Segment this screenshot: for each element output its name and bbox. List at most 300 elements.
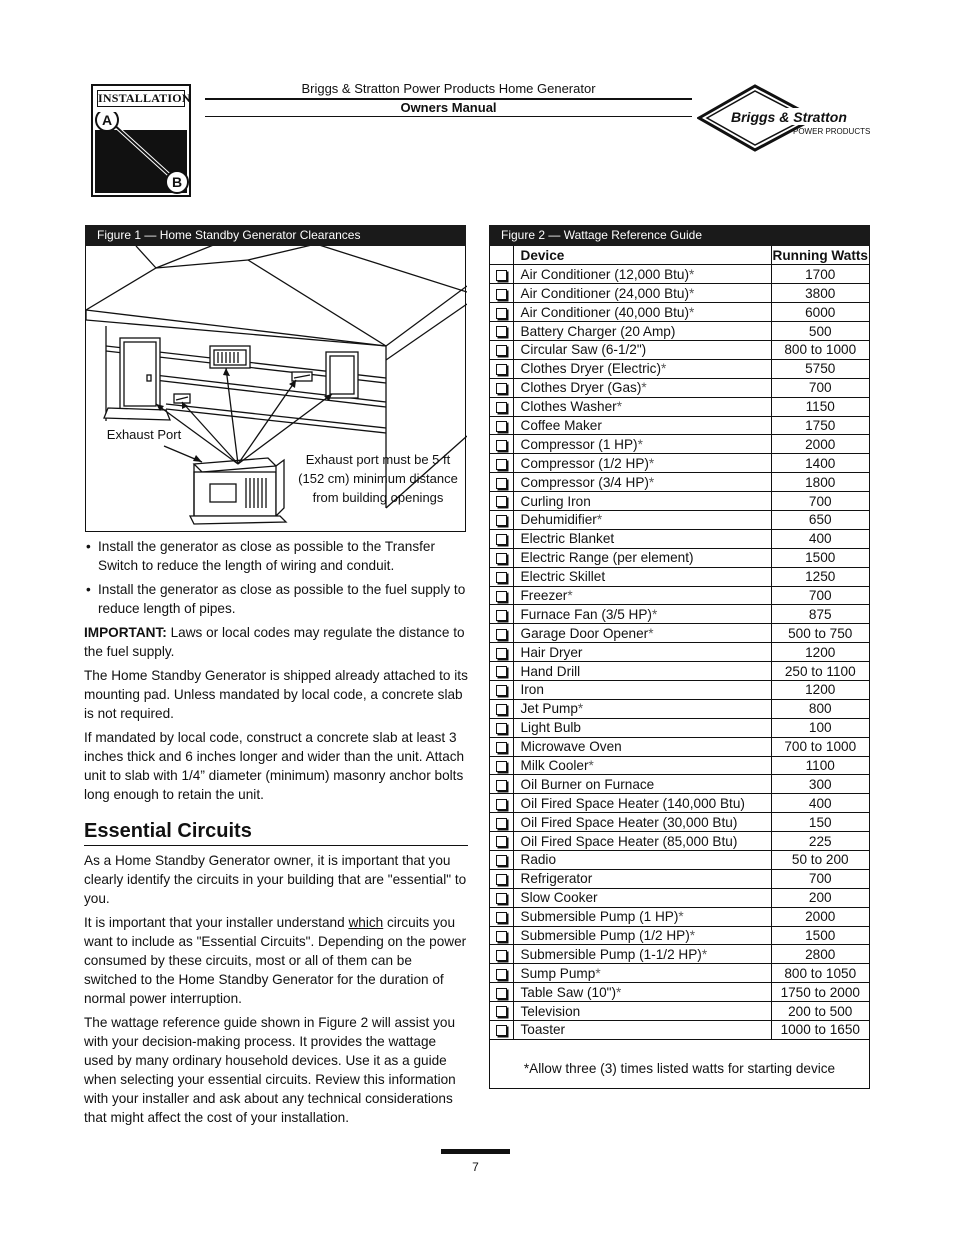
page-number: 7 [472, 1160, 479, 1174]
figure2-caption: Figure 2 — Wattage Reference Guide [489, 225, 870, 246]
device-cell [513, 586, 771, 605]
running-watts-cell: 1100 [771, 756, 869, 775]
important-text: Laws or local codes may regulate the distance to the fuel supply. [84, 625, 465, 659]
checkbox-icon[interactable] [496, 648, 507, 659]
document-title: Briggs & Stratton Power Products Home Generator [301, 81, 596, 96]
table-row [490, 907, 869, 926]
row-checkbox-cell [490, 775, 513, 794]
running-watts-cell: 700 [771, 492, 869, 511]
table-row [490, 416, 869, 435]
row-checkbox-cell [490, 378, 513, 397]
checkbox-icon[interactable] [496, 969, 507, 980]
checkbox-icon[interactable] [496, 988, 507, 999]
table-row [490, 888, 869, 907]
table-row [490, 303, 869, 322]
device-name: Light Bulb [520, 720, 581, 736]
device-name: Oil Fired Space Heater (30,000 Btu) [520, 814, 738, 830]
checkbox-icon[interactable] [496, 931, 507, 942]
running-watts-cell: 500 to 750 [771, 624, 869, 643]
table-row [490, 605, 869, 624]
checkbox-icon[interactable] [496, 629, 507, 640]
row-checkbox-cell [490, 718, 513, 737]
device-cell [513, 416, 771, 435]
device-cell [513, 340, 771, 359]
device-cell [513, 435, 771, 454]
device-name: Sump Pump [520, 965, 596, 981]
table-row [490, 737, 869, 756]
row-checkbox-cell [490, 605, 513, 624]
checkbox-icon[interactable] [496, 799, 507, 810]
left-column-text [84, 537, 468, 1132]
device-name: Submersible Pump (1/2 HP) [520, 928, 690, 943]
table-row [490, 964, 869, 983]
row-checkbox-cell [490, 813, 513, 832]
checkbox-icon[interactable] [496, 326, 507, 337]
running-watts-cell: 400 [771, 794, 869, 813]
checkbox-icon[interactable] [496, 364, 507, 375]
table-row [490, 983, 869, 1002]
table-row [490, 435, 869, 454]
table-row [490, 586, 869, 605]
table-row [490, 775, 869, 794]
device-name: Radio [520, 852, 557, 868]
row-checkbox-cell [490, 586, 513, 605]
row-checkbox-cell [490, 964, 513, 983]
row-checkbox-cell [490, 492, 513, 511]
table-row [490, 359, 869, 378]
device-name: Clothes Dryer (Gas) [520, 380, 642, 396]
running-watts-cell: 1200 [771, 680, 869, 699]
device-name: Air Conditioner (12,000 Btu) [520, 266, 690, 282]
checkbox-icon[interactable] [496, 855, 507, 866]
device-name: Toaster [520, 1022, 566, 1038]
row-checkbox-cell [490, 473, 513, 492]
device-name: Refrigerator [520, 871, 593, 887]
device-name: Hand Drill [520, 663, 581, 679]
device-name: Table Saw (10") [520, 984, 616, 1000]
checkbox-icon[interactable] [496, 742, 507, 753]
checkbox-icon[interactable] [496, 289, 507, 300]
row-checkbox-cell [490, 756, 513, 775]
row-checkbox-cell [490, 303, 513, 322]
device-name: Battery Charger (20 Amp) [520, 323, 676, 339]
table-row [490, 378, 869, 397]
table-row [490, 322, 869, 341]
device-cell [513, 775, 771, 794]
device-cell [513, 699, 771, 718]
table-row [490, 397, 869, 416]
device-cell [513, 945, 771, 964]
page-number-bar [441, 1149, 510, 1154]
device-cell [513, 624, 771, 643]
device-cell [513, 964, 771, 983]
device-name: Air Conditioner (40,000 Btu) [520, 304, 690, 320]
running-watts-cell: 50 to 200 [771, 851, 869, 870]
running-watts-cell: 150 [771, 813, 869, 832]
starting-load-marker: * [641, 380, 647, 396]
row-checkbox-cell [490, 983, 513, 1002]
paragraph-concrete-slab: If mandated by local code, construct a concrete slab at least 3 inches thick and 6 inches longer and wider than the unit. Attach unit to slab with 1/4” diameter (minimum) masonry anchor bolts long enough to retain the unit. [84, 730, 465, 802]
table-row [490, 851, 869, 870]
row-checkbox-cell [490, 851, 513, 870]
running-watts-cell: 250 to 1100 [771, 662, 869, 681]
row-checkbox-cell [490, 529, 513, 548]
running-watts-cell: 1700 [771, 265, 869, 284]
checkbox-icon[interactable] [496, 818, 507, 829]
device-cell [513, 907, 771, 926]
starting-load-marker: * [588, 757, 594, 773]
checkbox-icon[interactable] [496, 723, 507, 734]
starting-load-marker: * [648, 455, 655, 471]
checkbox-icon[interactable] [496, 459, 507, 470]
device-cell [513, 454, 771, 473]
row-checkbox-cell [490, 567, 513, 586]
device-name: Hair Dryer [520, 644, 583, 660]
device-cell [513, 548, 771, 567]
device-name: Microwave Oven [520, 739, 622, 755]
table-row [490, 548, 869, 567]
checkbox-icon[interactable] [496, 874, 507, 885]
running-watts-cell: 500 [771, 322, 869, 341]
device-cell [513, 926, 771, 945]
device-cell [513, 851, 771, 870]
checkbox-icon[interactable] [496, 534, 507, 545]
installation-label: INSTALLATION [98, 91, 191, 105]
table-row [490, 492, 869, 511]
starting-load-marker: * [689, 285, 695, 301]
device-cell [513, 322, 771, 341]
document-subtitle: Owners Manual [400, 100, 497, 115]
table-row [490, 662, 869, 681]
paragraph-essential-intro: As a Home Standby Generator owner, it is important that you clearly identify the circuits in your building that are "essential" to you. [84, 853, 467, 906]
row-checkbox-cell [490, 945, 513, 964]
checkbox-icon[interactable] [496, 421, 507, 432]
row-checkbox-cell [490, 435, 513, 454]
starting-load-marker: * [648, 625, 654, 641]
wattage-table [490, 246, 869, 1040]
device-cell [513, 662, 771, 681]
table-row [490, 265, 869, 284]
running-watts-cell: 2000 [771, 907, 869, 926]
device-name: Curling Iron [520, 493, 591, 509]
running-watts-cell: 1750 [771, 416, 869, 435]
table-row [490, 643, 869, 662]
checkbox-icon[interactable] [496, 780, 507, 791]
running-watts-cell: 1800 [771, 473, 869, 492]
device-cell [513, 680, 771, 699]
checkbox-icon[interactable] [496, 1025, 507, 1036]
checkbox-icon[interactable] [496, 440, 507, 451]
starting-load-marker: * [595, 965, 601, 981]
starting-load-marker: * [651, 606, 658, 622]
checkbox-icon[interactable] [496, 836, 507, 847]
starting-load-marker: * [616, 399, 622, 415]
running-watts-cell: 1750 to 2000 [771, 983, 869, 1002]
checkbox-icon[interactable] [496, 515, 507, 526]
checkbox-icon[interactable] [496, 761, 507, 772]
checkbox-icon[interactable] [496, 685, 507, 696]
device-cell [513, 756, 771, 775]
device-name: Iron [520, 682, 544, 698]
table-row [490, 1002, 869, 1021]
device-cell [513, 832, 771, 851]
a-to-b-icon [93, 112, 189, 195]
device-cell [513, 643, 771, 662]
running-watts-cell: 1000 to 1650 [771, 1021, 869, 1040]
running-watts-cell: 225 [771, 832, 869, 851]
device-cell [513, 1002, 771, 1021]
running-watts-cell: 875 [771, 605, 869, 624]
row-checkbox-cell [490, 397, 513, 416]
device-cell [513, 794, 771, 813]
important-note [84, 623, 468, 661]
checkbox-icon[interactable] [496, 308, 507, 319]
row-checkbox-cell [490, 340, 513, 359]
table-row [490, 926, 869, 945]
starting-load-marker: * [637, 436, 643, 452]
device-name: Electric Range (per element) [520, 550, 694, 566]
starting-load-marker: * [689, 304, 695, 320]
device-cell [513, 510, 771, 529]
device-name: Freezer [520, 587, 568, 603]
device-cell [513, 983, 771, 1002]
running-watts-cell: 650 [771, 510, 869, 529]
row-checkbox-cell [490, 284, 513, 303]
device-name: Milk Cooler [520, 757, 589, 773]
exhaust-port-label: Exhaust Port [106, 427, 182, 442]
running-watts-cell: 1500 [771, 548, 869, 567]
table-row [490, 567, 869, 586]
bullet-fuel-supply: • Install the generator as close as possible to the fuel supply to reduce length of pipes. [84, 580, 468, 618]
row-checkbox-cell [490, 548, 513, 567]
running-watts-cell: 300 [771, 775, 869, 794]
figure1-caption: Figure 1 — Home Standby Generator Clearances [85, 225, 466, 246]
row-checkbox-cell [490, 322, 513, 341]
device-name: Compressor (3/4 HP) [520, 474, 649, 490]
checkbox-icon[interactable] [496, 553, 507, 564]
table-row [490, 473, 869, 492]
wattage-reference-table [489, 246, 870, 1089]
checkbox-icon[interactable] [496, 610, 507, 621]
starting-watts-footnote: *Allow three (3) times listed watts for starting device [523, 1061, 836, 1076]
running-watts-cell: 6000 [771, 303, 869, 322]
table-row [490, 624, 869, 643]
table-row [490, 529, 869, 548]
table-row [490, 340, 869, 359]
row-checkbox-cell [490, 737, 513, 756]
installation-badge [91, 84, 191, 197]
header-device: Device [513, 246, 771, 265]
header-rule-bottom [205, 116, 692, 117]
table-row [490, 869, 869, 888]
device-name: Coffee Maker [520, 417, 602, 433]
starting-load-marker: * [648, 474, 655, 490]
running-watts-cell: 400 [771, 529, 869, 548]
checkbox-icon[interactable] [496, 893, 507, 904]
row-checkbox-cell [490, 832, 513, 851]
running-watts-cell: 200 [771, 888, 869, 907]
running-watts-cell: 1400 [771, 454, 869, 473]
table-row [490, 945, 869, 964]
device-cell [513, 265, 771, 284]
checkbox-icon[interactable] [496, 1006, 507, 1017]
clearance-note: Exhaust port must be 5 ft (152 cm) minimum distance from building openings [298, 452, 458, 505]
device-name: Garage Door Opener [520, 625, 649, 641]
running-watts-cell: 2800 [771, 945, 869, 964]
device-name: Circular Saw (6-1/2") [520, 342, 647, 358]
device-name: Compressor (1/2 HP) [520, 455, 649, 471]
running-watts-cell: 100 [771, 718, 869, 737]
table-row [490, 699, 869, 718]
table-row [490, 756, 869, 775]
device-cell [513, 303, 771, 322]
briggs-stratton-logo [697, 84, 872, 152]
running-watts-cell: 1200 [771, 643, 869, 662]
running-watts-cell: 1250 [771, 567, 869, 586]
row-checkbox-cell [490, 926, 513, 945]
starting-load-marker: * [689, 266, 695, 282]
device-cell [513, 359, 771, 378]
device-cell [513, 1021, 771, 1040]
device-name: Furnace Fan (3/5 HP) [520, 606, 652, 622]
device-cell [513, 378, 771, 397]
starting-load-marker: * [689, 928, 696, 943]
running-watts-cell: 1500 [771, 926, 869, 945]
running-watts-cell: 2000 [771, 435, 869, 454]
table-row [490, 510, 869, 529]
row-checkbox-cell [490, 359, 513, 378]
row-checkbox-cell [490, 510, 513, 529]
checkbox-icon[interactable] [496, 666, 507, 677]
para4-post: circuits you want to include as "Essential Circuits". Depending on the power consumed by these circuits, most or all of them can be switched to the Home Standby Generator for the duration of normal power interruption. [84, 915, 467, 1006]
checkbox-icon[interactable] [496, 950, 507, 961]
device-name: Electric Skillet [520, 569, 606, 585]
row-checkbox-cell [490, 1002, 513, 1021]
para4-underlined: which [348, 915, 384, 930]
section-heading-essential-circuits: Essential Circuits [84, 818, 468, 846]
row-checkbox-cell [490, 643, 513, 662]
running-watts-cell: 1150 [771, 397, 869, 416]
device-name: Slow Cooker [520, 890, 598, 906]
starting-load-marker: * [616, 984, 622, 1000]
checkbox-icon[interactable] [496, 383, 507, 394]
device-name: Oil Fired Space Heater (85,000 Btu) [520, 833, 738, 849]
running-watts-cell: 700 [771, 586, 869, 605]
table-header-row [490, 246, 869, 265]
checkbox-icon[interactable] [496, 496, 507, 507]
device-name: Oil Fired Space Heater (140,000 Btu) [520, 795, 745, 811]
paragraph-wattage-guide: The wattage reference guide shown in Figure 2 will assist you with your decision-making process. It provides the wattage used by many ordinary household devices. Use it as a guide when selecting your essential circuits. Review this information with your installer and ask about any technical considerations that might affect the cost of your installation. [84, 1015, 456, 1125]
logo-brand-text: Briggs & Stratton [731, 109, 847, 125]
row-checkbox-cell [490, 1021, 513, 1040]
running-watts-cell: 3800 [771, 284, 869, 303]
device-cell [513, 567, 771, 586]
starting-load-marker: * [701, 946, 708, 962]
device-cell [513, 529, 771, 548]
row-checkbox-cell [490, 662, 513, 681]
checkbox-icon[interactable] [496, 572, 507, 583]
row-checkbox-cell [490, 794, 513, 813]
checkbox-icon[interactable] [496, 345, 507, 356]
starting-load-marker: * [678, 909, 684, 925]
running-watts-cell: 200 to 500 [771, 1002, 869, 1021]
checkbox-icon[interactable] [496, 591, 507, 602]
device-cell [513, 718, 771, 737]
para4-pre: It is important that your installer understand [84, 915, 349, 930]
point-b-label: B [171, 174, 183, 190]
device-name: Jet Pump [520, 701, 578, 717]
point-a-label: A [101, 112, 113, 128]
row-checkbox-cell [490, 624, 513, 643]
paragraph-mounting-pad: The Home Standby Generator is shipped already attached to its mounting pad. Unless mandated by local code, a concrete slab is not required. [84, 668, 468, 721]
device-cell [513, 888, 771, 907]
device-cell [513, 605, 771, 624]
device-cell [513, 397, 771, 416]
table-row [490, 813, 869, 832]
device-name: Submersible Pump (1-1/2 HP) [520, 946, 702, 962]
table-row [490, 832, 869, 851]
checkbox-icon[interactable] [496, 912, 507, 923]
logo-tagline-text: POWER PRODUCTS [793, 127, 871, 136]
device-cell [513, 492, 771, 511]
running-watts-cell: 700 [771, 378, 869, 397]
device-cell [513, 737, 771, 756]
running-watts-cell: 700 [771, 869, 869, 888]
device-cell [513, 813, 771, 832]
device-name: Clothes Washer [520, 399, 617, 415]
checkbox-icon[interactable] [496, 402, 507, 413]
paragraph-installer [84, 913, 468, 1008]
running-watts-cell: 800 to 1000 [771, 340, 869, 359]
table-row [490, 794, 869, 813]
running-watts-cell: 5750 [771, 359, 869, 378]
device-name: Dehumidifier [520, 512, 597, 528]
running-watts-cell: 800 [771, 699, 869, 718]
checkbox-icon[interactable] [496, 478, 507, 489]
row-checkbox-cell [490, 265, 513, 284]
starting-load-marker: * [567, 587, 573, 603]
important-label: IMPORTANT: [84, 625, 167, 640]
row-checkbox-cell [490, 416, 513, 435]
device-name: Clothes Dryer (Electric) [520, 361, 661, 377]
device-cell [513, 869, 771, 888]
device-cell [513, 284, 771, 303]
table-row [490, 1021, 869, 1040]
table-row [490, 680, 869, 699]
table-row [490, 284, 869, 303]
header-running-watts: Running Watts [771, 246, 869, 265]
row-checkbox-cell [490, 454, 513, 473]
device-name: Electric Blanket [520, 531, 615, 547]
table-row [490, 454, 869, 473]
starting-load-marker: * [596, 512, 603, 528]
device-cell [513, 473, 771, 492]
starting-load-marker: * [577, 701, 584, 717]
row-checkbox-cell [490, 699, 513, 718]
checkbox-icon[interactable] [496, 270, 507, 281]
device-name: Oil Burner on Furnace [520, 776, 655, 792]
running-watts-cell: 700 to 1000 [771, 737, 869, 756]
bullet-transfer-switch: • Install the generator as close as possible to the Transfer Switch to reduce the length of wiring and conduit. [84, 537, 468, 575]
row-checkbox-cell [490, 907, 513, 926]
row-checkbox-cell [490, 680, 513, 699]
device-name: Compressor (1 HP) [520, 436, 638, 452]
table-row [490, 718, 869, 737]
row-checkbox-cell [490, 869, 513, 888]
checkbox-icon[interactable] [496, 704, 507, 715]
starting-load-marker: * [661, 361, 667, 377]
device-name: Submersible Pump (1 HP) [520, 909, 679, 925]
